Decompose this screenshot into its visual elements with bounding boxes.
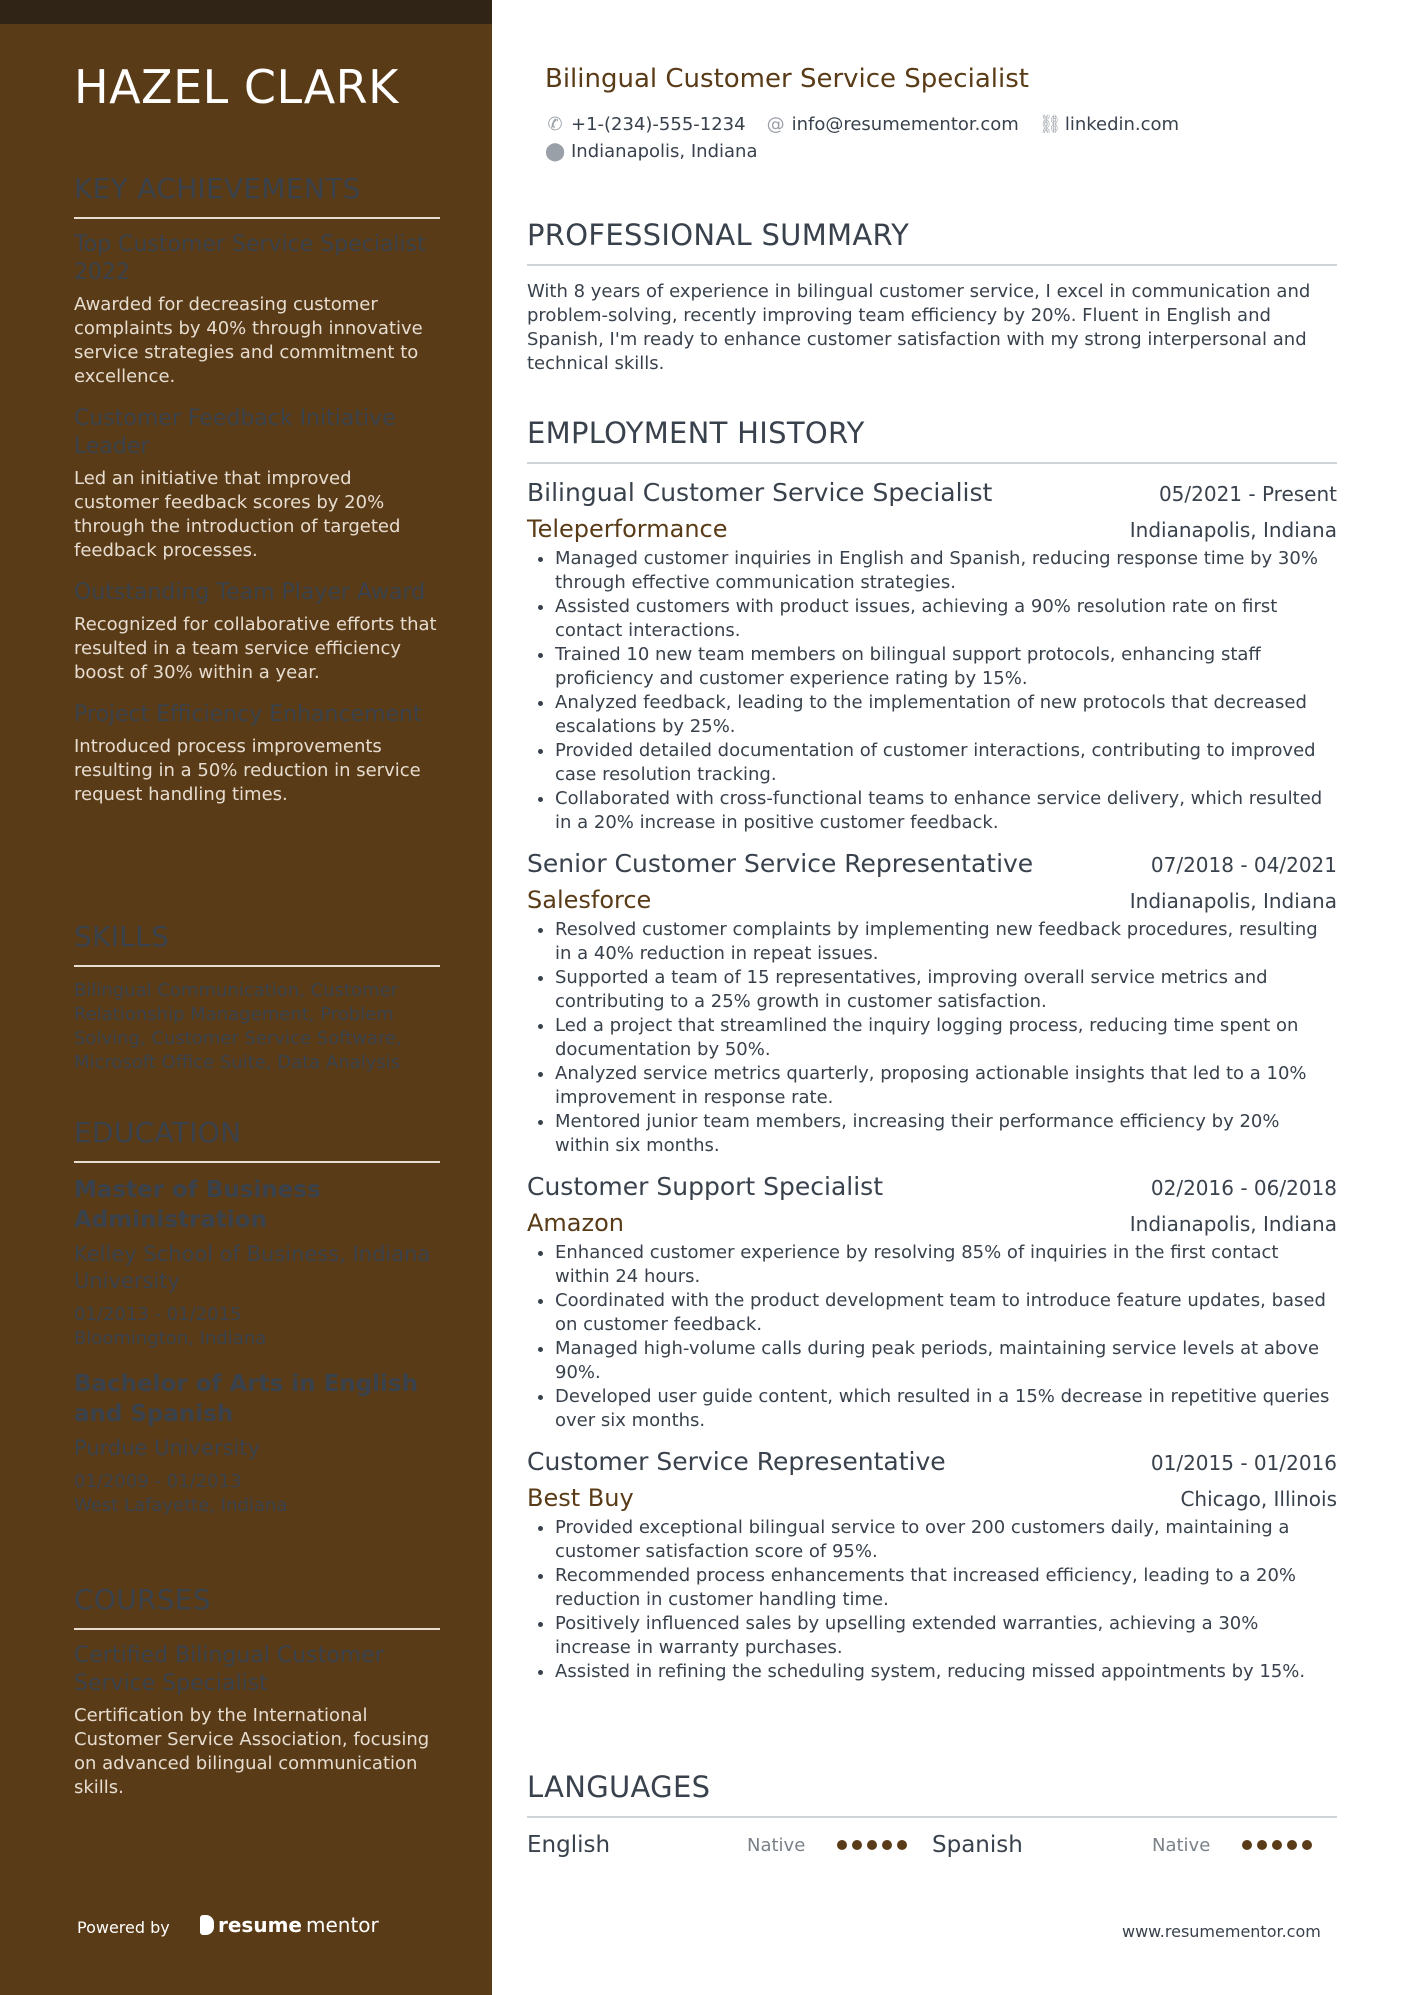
link-icon: ⛓ xyxy=(1038,114,1062,135)
achievement-desc: Awarded for decreasing customer complaints by 40% through innovative service strategies and commitment to excellence. xyxy=(74,294,423,387)
languages-row xyxy=(527,1832,1337,1858)
job-dates: 07/2018 - 04/2021 xyxy=(1150,853,1337,877)
brand-logo[interactable] xyxy=(200,1913,379,1937)
contact-row xyxy=(545,114,1179,135)
degree: Master of Business Administration xyxy=(74,1177,321,1233)
job-header xyxy=(527,478,1337,507)
job-bullets xyxy=(527,1241,1337,1433)
proficiency-dot xyxy=(837,1840,847,1850)
achievement-desc: Recognized for collaborative efforts that resulted in a team service efficiency boost of 30% within a year. xyxy=(74,614,437,683)
degree: Bachelor of Arts in English and Spanish xyxy=(74,1371,418,1427)
language-level: Native xyxy=(1152,1834,1211,1856)
job-header xyxy=(527,1447,1337,1476)
phone-icon: ✆ xyxy=(547,114,563,135)
job-bullet: • Managed customer inquiries in English and Spanish, reducing response time by 30% through effective communication strategies. xyxy=(555,547,1337,595)
job-bullets xyxy=(527,1516,1337,1684)
job-bullet: • Enhanced customer experience by resolving 85% of inquiries in the first contact within 24 hours. xyxy=(555,1241,1337,1289)
skills-section xyxy=(74,920,440,1075)
job-bullets xyxy=(527,547,1337,835)
job-role: Customer Support Specialist xyxy=(527,1172,884,1201)
edu-dates: 01/2009 - 01/2013 xyxy=(74,1471,242,1492)
job-bullet: • Led a project that streamlined the inquiry logging process, reducing time spent on documentation by 50%. xyxy=(555,1014,1337,1062)
job-entry xyxy=(527,478,1337,835)
achievement-title: Project Efficiency Enhancement xyxy=(74,702,422,727)
edu-location: West Lafayette, Indiana xyxy=(74,1495,288,1516)
job-header xyxy=(527,1172,1337,1201)
language-name: Spanish xyxy=(932,1832,1023,1858)
job-bullet: • Coordinated with the product development team to introduce feature updates, based on customer feedback. xyxy=(555,1289,1337,1337)
job-bullet: • Collaborated with cross-functional teams to enhance service delivery, which resulted in a 20% increase in positive customer feedback. xyxy=(555,787,1337,835)
language-level: Native xyxy=(747,1834,806,1856)
job-role: Senior Customer Service Representative xyxy=(527,849,1034,878)
proficiency-dot xyxy=(867,1840,877,1850)
education-section xyxy=(74,1116,440,1536)
section-title: EMPLOYMENT HISTORY xyxy=(527,416,1337,464)
professional-summary-section xyxy=(527,218,1337,376)
footer-url[interactable]: www.resumementor.com xyxy=(1122,1922,1321,1941)
job-bullet: • Supported a team of 15 representatives, improving overall service metrics and contributing to a 25% growth in customer satisfaction. xyxy=(555,966,1337,1014)
resumementor-logo-icon xyxy=(200,1915,214,1935)
location-pin-icon: ⬤ xyxy=(545,141,566,162)
job-bullet: • Resolved customer complaints by implementing new feedback procedures, resulting in a 40% reduction in repeat issues. xyxy=(555,918,1337,966)
section-title: EDUCATION xyxy=(74,1116,440,1163)
section-title: COURSES xyxy=(74,1583,440,1630)
languages-section xyxy=(527,1770,1337,1858)
email-contact[interactable] xyxy=(766,114,1019,135)
achievement-title: Outstanding Team Player Award xyxy=(74,580,426,605)
job-bullet: • Recommended process enhancements that increased efficiency, leading to a 20% reduction in customer handling time. xyxy=(555,1564,1337,1612)
job-bullet: • Trained 10 new team members on bilingual support protocols, enhancing staff proficiency and customer experience rating by 15%. xyxy=(555,643,1337,691)
job-location: Indianapolis, Indiana xyxy=(1129,518,1337,542)
course-title: Certified Bilingual Customer Service Specialist xyxy=(74,1643,384,1696)
job-bullet: • Analyzed feedback, leading to the implementation of new protocols that decreased escalations by 25%. xyxy=(555,691,1337,739)
achievement-item xyxy=(74,405,440,563)
summary-text: With 8 years of experience in bilingual customer service, I excel in communication and problem-solving, recently improving team efficiency by 20%. Fluent in English and Spanish, I'm ready to enhance customer satisfaction with my strong interpersonal and technical skills. xyxy=(527,281,1311,374)
achievement-item xyxy=(74,231,440,389)
sidebar-top-bar xyxy=(0,0,492,24)
proficiency-dots xyxy=(837,1840,907,1850)
job-entry xyxy=(527,849,1337,1158)
powered-by-label: Powered by xyxy=(77,1918,170,1937)
achievement-item xyxy=(74,701,440,807)
achievement-desc: Introduced process improvements resulting in a 50% reduction in service request handling times. xyxy=(74,736,421,805)
job-company: Salesforce xyxy=(527,886,652,914)
email-text: info@resumementor.com xyxy=(791,114,1019,135)
headline: Bilingual Customer Service Specialist xyxy=(545,64,1029,94)
brand-bold: resume xyxy=(218,1913,302,1937)
proficiency-dot xyxy=(1272,1840,1282,1850)
proficiency-dots xyxy=(1242,1840,1312,1850)
language-name: English xyxy=(527,1832,611,1858)
achievements-list xyxy=(74,231,440,807)
job-role: Bilingual Customer Service Specialist xyxy=(527,478,993,507)
school: Purdue University xyxy=(74,1436,261,1460)
jobs-list xyxy=(527,478,1337,1684)
key-achievements-section xyxy=(74,172,440,823)
job-bullet: • Positively influenced sales by upselling extended warranties, achieving a 30% increase in warranty purchases. xyxy=(555,1612,1337,1660)
proficiency-dot xyxy=(1257,1840,1267,1850)
job-bullets xyxy=(527,918,1337,1158)
section-title: SKILLS xyxy=(74,920,440,967)
job-bullet: • Analyzed service metrics quarterly, proposing actionable insights that led to a 10% improvement in response rate. xyxy=(555,1062,1337,1110)
job-bullet: • Managed high-volume calls during peak periods, maintaining service levels at above 90%. xyxy=(555,1337,1337,1385)
job-subheader xyxy=(527,1209,1337,1237)
proficiency-dot xyxy=(897,1840,907,1850)
linkedin-contact[interactable] xyxy=(1039,114,1179,135)
proficiency-dot xyxy=(882,1840,892,1850)
proficiency-dot xyxy=(1302,1840,1312,1850)
contact-row-2 xyxy=(545,141,758,162)
at-icon: @ xyxy=(766,114,785,135)
achievement-title: Top Customer Service Specialist 2022 xyxy=(74,232,426,285)
job-role: Customer Service Representative xyxy=(527,1447,946,1476)
job-subheader xyxy=(527,515,1337,543)
location-text: Indianapolis, Indiana xyxy=(571,141,758,162)
employment-history-section xyxy=(527,416,1337,1698)
job-dates: 05/2021 - Present xyxy=(1158,482,1337,506)
candidate-name: HAZEL CLARK xyxy=(74,60,399,114)
proficiency-dot xyxy=(1242,1840,1252,1850)
education-item xyxy=(74,1369,440,1518)
phone-text: +1-(234)-555-1234 xyxy=(571,114,746,135)
job-bullet: • Provided exceptional bilingual service to over 200 customers daily, maintaining a customer satisfaction score of 95%. xyxy=(555,1516,1337,1564)
job-subheader xyxy=(527,1484,1337,1512)
job-bullet: • Mentored junior team members, increasing their performance efficiency by 20% within six months. xyxy=(555,1110,1337,1158)
job-subheader xyxy=(527,886,1337,914)
location-contact xyxy=(545,141,758,162)
edu-dates: 01/2013 - 01/2015 xyxy=(74,1304,242,1325)
job-bullet: • Developed user guide content, which resulted in a 15% decrease in repetitive queries over six months. xyxy=(555,1385,1337,1433)
job-header xyxy=(527,849,1337,878)
section-title: KEY ACHIEVEMENTS xyxy=(74,172,440,219)
job-bullet: • Assisted customers with product issues, achieving a 90% resolution rate on first contact interactions. xyxy=(555,595,1337,643)
section-title: PROFESSIONAL SUMMARY xyxy=(527,218,1337,266)
job-company: Best Buy xyxy=(527,1484,634,1512)
courses-section xyxy=(74,1583,440,1816)
course-desc: Certification by the International Customer Service Association, focusing on advanced bilingual communication skills. xyxy=(74,1705,430,1798)
course-item xyxy=(74,1642,440,1800)
achievement-item xyxy=(74,579,440,685)
job-entry xyxy=(527,1447,1337,1684)
edu-location: Bloomington, Indiana xyxy=(74,1328,267,1349)
job-company: Amazon xyxy=(527,1209,624,1237)
job-dates: 01/2015 - 01/2016 xyxy=(1150,1451,1337,1475)
linkedin-text: linkedin.com xyxy=(1064,114,1180,135)
job-bullet: • Assisted in refining the scheduling system, reducing missed appointments by 15%. xyxy=(555,1660,1337,1684)
language-item xyxy=(527,1832,932,1858)
job-entry xyxy=(527,1172,1337,1433)
proficiency-dot xyxy=(1287,1840,1297,1850)
job-dates: 02/2016 - 06/2018 xyxy=(1150,1176,1337,1200)
proficiency-dot xyxy=(852,1840,862,1850)
language-item xyxy=(932,1832,1337,1858)
achievement-title: Customer Feedback Initiative Leader xyxy=(74,406,396,459)
section-title: LANGUAGES xyxy=(527,1770,1337,1818)
phone-contact[interactable] xyxy=(545,114,746,135)
brand-rest: mentor xyxy=(305,1913,379,1937)
achievement-desc: Led an initiative that improved customer feedback scores by 20% through the introduction of targeted feedback processes. xyxy=(74,468,401,561)
education-item xyxy=(74,1175,440,1351)
job-location: Indianapolis, Indiana xyxy=(1129,889,1337,913)
job-bullet: • Provided detailed documentation of customer interactions, contributing to improved case resolution tracking. xyxy=(555,739,1337,787)
skills-text: Bilingual Communication, Customer Relationship Management, Problem Solving, Customer Service Software, Microsoft Office Suite, Data Analysis xyxy=(74,980,402,1073)
job-location: Indianapolis, Indiana xyxy=(1129,1212,1337,1236)
job-company: Teleperformance xyxy=(527,515,728,543)
school: Kelley School of Business, Indiana University xyxy=(74,1242,431,1293)
job-location: Chicago, Illinois xyxy=(1180,1487,1337,1511)
